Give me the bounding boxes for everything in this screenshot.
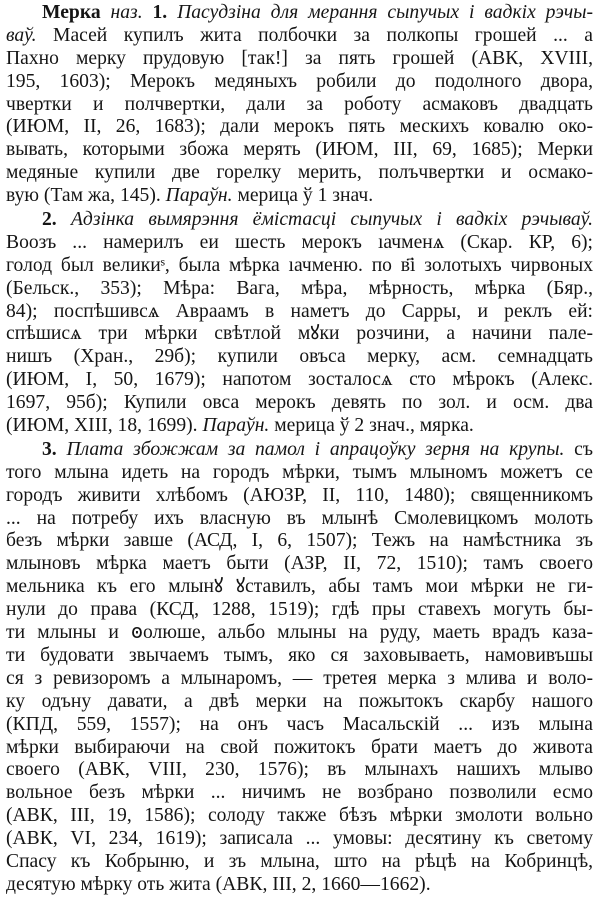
sense-1-definition: Пасудзіна для мерання сыпучых і вадкіх рэчы-: [177, 2, 593, 23]
citation-line: ку одъну давати, а двѣ мерки на пожытокъ скарбу нашого: [6, 690, 593, 712]
citation-line: Воозъ ... намерилъ еи шесть мерокъ ıачменѧ (Скар. КР, 6);: [6, 231, 593, 253]
citation-line: 84); поспѣшивсѧ Авраамъ в наметъ до Сарры, и реклъ ей:: [6, 300, 593, 322]
citation-text: вую (Там жа, 145).: [6, 185, 161, 207]
part-of-speech: наз.: [110, 2, 143, 23]
citation-line: мѣрки выбираючи на свой пожитокъ брати маетъ до живота: [6, 736, 593, 758]
sense-1-definition-end: ваў.: [6, 24, 37, 46]
citation-line: спѣшисѧ три мѣрки свѣтлой мꙋки розчини, а начини пале-: [6, 323, 593, 345]
citation-text: съ: [564, 438, 593, 460]
sense-1-last-line: [6, 185, 593, 208]
citation-line: ти будовати звычаемъ тымъ, яко ся заховываеть, намовивъшы: [6, 644, 593, 666]
citation-line: безъ мѣрки завше (АСД, I, 6, 1507); Тежъ на намѣстника зъ: [6, 530, 593, 552]
sense-3-line-1: [6, 439, 593, 462]
citation-line: (АВК, VI, 234, 1619); записала ... умовы: десятину къ светому: [6, 828, 593, 850]
citation-line: вольное безъ мѣрки ... ничимъ не возбрано позволили есмо: [6, 782, 593, 804]
citation-line: нишъ (Хран., 29б); купили овъса мерку, асм. семнадцать: [6, 346, 593, 368]
citation-line: Пахно мерку прудовую [так!] за пять грошей (АВК, XVIII,: [6, 47, 593, 69]
citation-line: ти млыны и ꙩолюше, альбо млыны на руду, маеть врадъ каза-: [6, 622, 593, 644]
sense-1-line-2: [6, 25, 593, 48]
sense-2-line-1: [6, 209, 593, 232]
citation-line: Спасу къ Кобрыню, и зъ млына, што на рѣцѣ на Кобринцѣ,: [6, 850, 593, 872]
citation-line: нули до права (КСД, 1288, 1519); гдѣ пры ставехъ могуть бы-: [6, 599, 593, 621]
citation-line: городъ живити хлѣбомъ (АЮЗР, II, 110, 1480); священникомъ: [6, 484, 593, 506]
citation-line: вывать, которыми збожа мерять (ИЮМ, III, 69, 1685); Мерки: [6, 139, 593, 161]
citation-line: (Бельск., 353); Мѣра: Вага, мѣра, мѣрность, мѣрка (Бяр.,: [6, 277, 593, 299]
cross-reference-label: Параўн.: [165, 185, 233, 207]
citation-line: (ИЮМ, II, 26, 1683); дали мерокъ пять мескихъ ковалю око-: [6, 116, 593, 138]
cross-reference-target: мерица ў 1 знач.: [237, 185, 374, 207]
citation-line: млыновъ мѣрка маетъ быти (АЗР, II, 72, 1510); тамъ своего: [6, 553, 593, 575]
headword: Мерка: [42, 2, 101, 23]
cross-reference-target: мерица ў 2 знач., мярка.: [274, 415, 474, 437]
sense-3-definition: Плата збожжам за памол і апрацоўку зерня на крупы.: [66, 438, 565, 460]
cross-reference-label: Параўн.: [202, 415, 270, 437]
citation-line: ... на потребу ихъ власную въ млынѣ Смолевицкомъ молоть: [6, 507, 593, 529]
dictionary-entry: [6, 2, 593, 897]
sense-1-line-1: [6, 2, 593, 25]
citation-line: своего (АВК, VIII, 230, 1576); въ млынахъ нашихъ млыво: [6, 759, 593, 781]
citation-line: 1697, 95б); Купили овса мерокъ девять по зол. и осм. два: [6, 392, 593, 414]
sense-2-definition: Адзінка вымярэння ёмістасці сыпучых і вадкіх рэчываў.: [70, 209, 593, 231]
sense-2-last-line: [6, 415, 593, 438]
sense-number-3: 3.: [42, 438, 57, 460]
citation-line: медяные купили две горелку мерить, полъчвертки и осмако-: [6, 162, 593, 184]
citation-text: Масей купилъ жита полбочки за полкопы грошей ... а: [36, 24, 593, 46]
citation-line: десятую мѣрку оть жита (АВК, III, 2, 1660—1662).: [6, 873, 431, 895]
citation-line: мельника къ его млынꙋ ꙋставилъ, абы тамъ мои мѣрки не ги-: [6, 576, 593, 598]
citation-line: голод был великиˢ, была мѣрка ıачменю. по в҃і золотыхъ чирвоных: [6, 254, 593, 276]
citation-line: ся з ревизоромъ а млынаромъ, — третея мерка з млива и воло-: [6, 667, 593, 689]
sense-number-2: 2.: [42, 209, 57, 231]
citation-line: (ИЮМ, I, 50, 1679); напотом зосталосѧ сто мѣрокъ (Алекс.: [6, 369, 593, 391]
citation-text: (ИЮМ, XIII, 18, 1699).: [6, 415, 198, 437]
citation-line: того млына идеть на городъ мѣрки, тымъ млыномъ можетъ се: [6, 461, 593, 483]
citation-line: (АВК, III, 19, 1586); солоду также бѣзъ мѣрки змолоти вольно: [6, 805, 593, 827]
citation-line: (КПД, 559, 1557); на онъ часъ Масальскій ... изъ млына: [6, 713, 593, 735]
citation-line: 195, 1603); Мерокъ медяныхъ робили до подолного двора,: [6, 70, 593, 92]
sense-number-1: 1.: [152, 2, 168, 23]
citation-line: чвертки и полчвертки, дали за роботу асмаковъ двадцать: [6, 93, 593, 115]
